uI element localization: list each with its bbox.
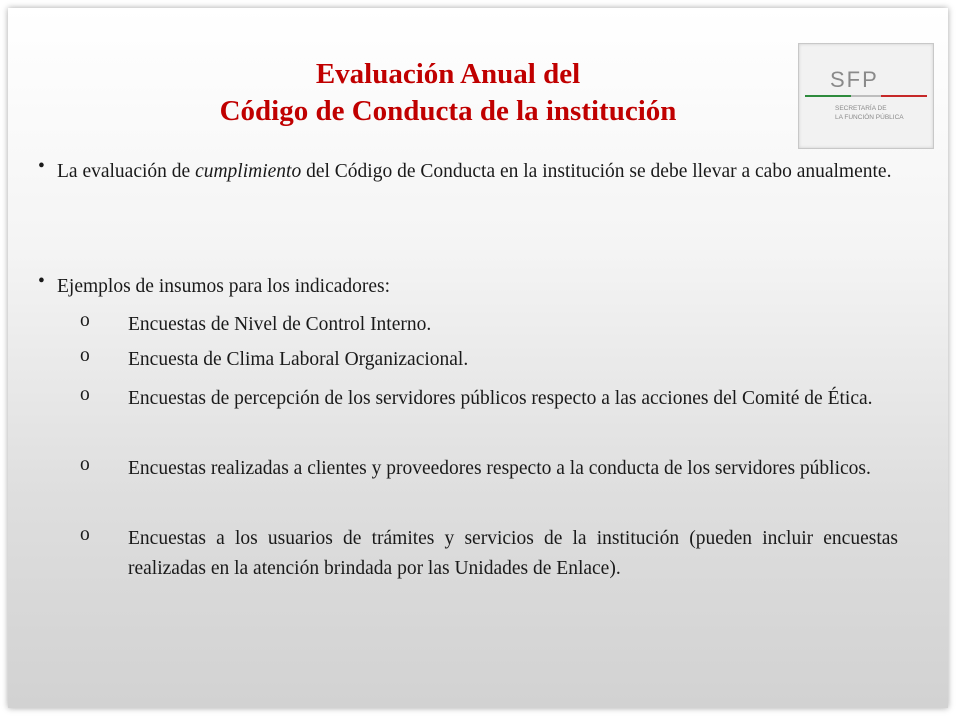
- bullet-text-part: del Código de Conducta en la institución se debe llevar a cabo anualmente.: [301, 161, 892, 182]
- logo-acronym: SFP: [830, 67, 879, 92]
- sub-list-marker: o: [80, 454, 90, 475]
- sub-list-text: Encuestas de percepción de los servidores públicos respecto a las acciones del Comité de Ética.: [128, 388, 873, 409]
- bullet-dot: •: [38, 156, 45, 177]
- logo-line-2: LA FUNCIÓN PÚBLICA: [835, 114, 904, 121]
- sub-list-text: Encuestas de Nivel de Control Interno.: [128, 314, 432, 335]
- sub-list-text: Encuestas realizadas a clientes y proveedores respecto a la conducta de los servidores públicos.: [128, 458, 871, 479]
- slide-body: [8, 8, 948, 708]
- sub-list-marker: o: [80, 310, 90, 331]
- sub-list-text: Encuestas a los usuarios de trámites y servicios de la institución (pueden incluir encuestas realizadas en la atención brindada por las Unidades de Enlace).: [128, 528, 898, 579]
- sub-list-marker: o: [80, 345, 90, 366]
- bullet-text-italic: cumplimiento: [195, 161, 302, 182]
- bullet-text: Ejemplos de insumos para los indicadores:: [57, 276, 391, 297]
- title-line-1: Evaluación Anual del: [315, 58, 581, 90]
- sub-list-text: Encuesta de Clima Laboral Organizacional.: [128, 349, 469, 370]
- sub-list-marker: o: [80, 384, 90, 405]
- sub-list-marker: o: [80, 524, 90, 545]
- slide: [8, 8, 948, 708]
- bullet-text-part: La evaluación de: [57, 161, 196, 182]
- bullet-text: [57, 156, 898, 187]
- title-line-2: Código de Conducta de la institución: [219, 95, 677, 127]
- logo-line-1: SECRETARÍA DE: [835, 105, 887, 112]
- bullet-dot: •: [38, 271, 45, 292]
